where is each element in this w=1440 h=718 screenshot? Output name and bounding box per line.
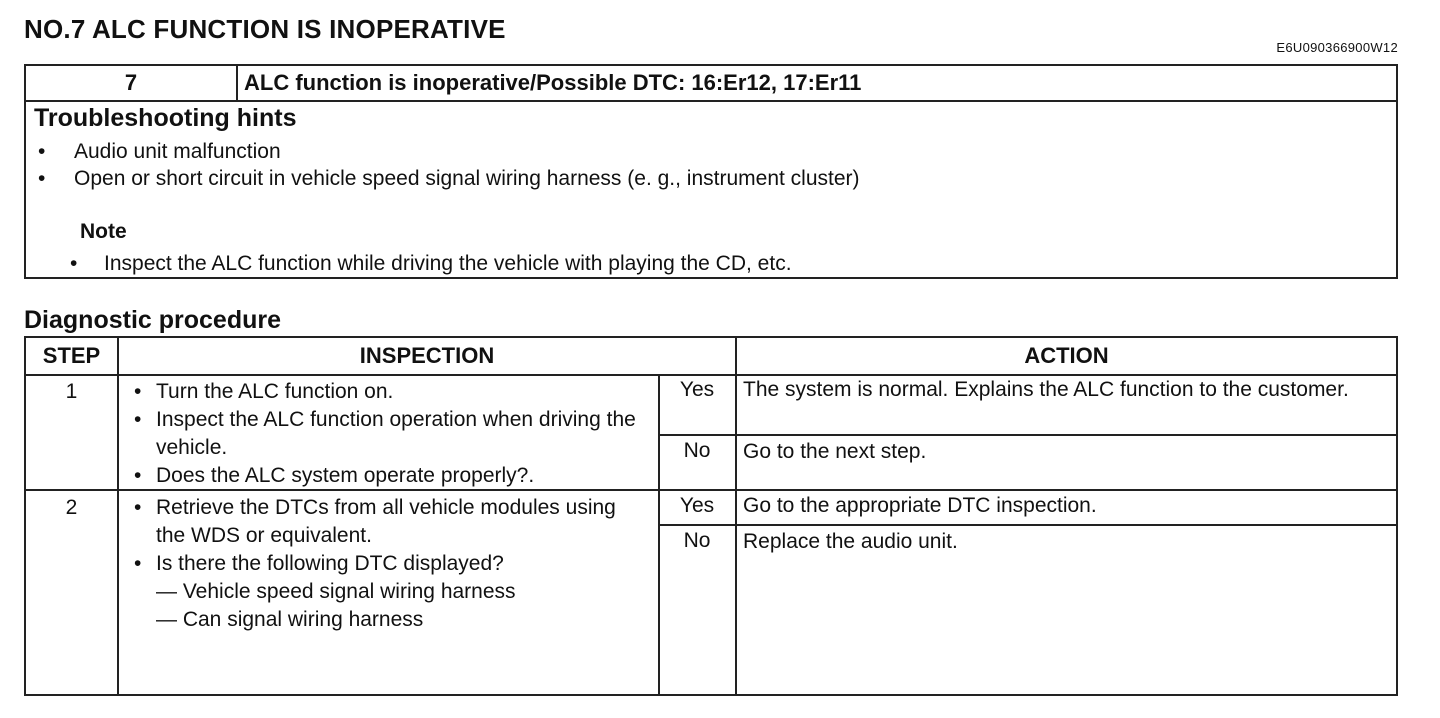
list-item: — Vehicle speed signal wiring harness — [156, 580, 516, 603]
table-divider — [658, 524, 1396, 526]
action-text: Replace the audio unit. — [743, 530, 958, 553]
yes-label: Yes — [679, 494, 715, 517]
bullet-icon: • — [134, 464, 142, 487]
hint-number: 7 — [26, 66, 238, 100]
troubleshooting-hints-heading: Troubleshooting hints — [34, 104, 297, 132]
action-text: The system is normal. Explains the ALC function to the customer. — [743, 378, 1349, 401]
table-divider — [735, 338, 737, 694]
list-item: • Is there the following DTC displayed? — [126, 550, 646, 578]
document-code: E6U090366900W12 — [1276, 40, 1398, 55]
list-item: • Does the ALC system operate properly?. — [126, 462, 646, 490]
note-heading: Note — [80, 220, 127, 243]
hint-bullet: • Audio unit malfunction — [38, 140, 281, 163]
note-bullet: • Inspect the ALC function while driving the vehicle with playing the CD, etc. — [70, 252, 792, 275]
page-title: NO.7 ALC FUNCTION IS INOPERATIVE — [24, 14, 506, 44]
list-item: • Retrieve the DTCs from all vehicle modules using the WDS or equivalent. — [134, 496, 616, 547]
bullet-icon: • — [134, 380, 142, 403]
hint-title: ALC function is inoperative/Possible DTC: 16:Er12, 17:Er11 — [244, 70, 862, 95]
action-text: Go to the next step. — [743, 440, 927, 463]
step-number: 1 — [65, 380, 78, 403]
step-number: 2 — [65, 496, 78, 519]
list-item: • Inspect the ALC function operation when driving the vehicle. — [134, 408, 636, 459]
bullet-icon: • — [134, 496, 142, 519]
diagnostic-procedure-heading: Diagnostic procedure — [24, 306, 281, 334]
hint-bullet: • Open or short circuit in vehicle speed signal wiring harness (e. g., instrument cluster) — [38, 167, 860, 190]
table-divider — [658, 434, 1396, 436]
list-item: • Turn the ALC function on. — [126, 378, 646, 406]
no-label: No — [683, 529, 711, 552]
column-header-inspection: INSPECTION — [359, 343, 495, 368]
bullet-icon: • — [134, 408, 142, 431]
no-label: No — [683, 439, 711, 462]
table-divider — [117, 338, 119, 694]
hints-box — [24, 64, 1398, 279]
bullet-icon: • — [70, 252, 78, 275]
column-header-step: STEP — [42, 343, 101, 368]
bullet-icon: • — [38, 167, 46, 190]
list-item: — Can signal wiring harness — [156, 608, 424, 631]
inspection-list — [126, 494, 646, 634]
action-text: Go to the appropriate DTC inspection. — [743, 494, 1097, 517]
inspection-list — [126, 378, 646, 490]
column-header-action: ACTION — [1024, 343, 1109, 368]
bullet-icon: • — [38, 140, 46, 163]
bullet-icon: • — [134, 552, 142, 575]
diagnostic-table — [24, 336, 1398, 696]
yes-label: Yes — [679, 378, 715, 401]
hints-header — [26, 66, 1396, 102]
